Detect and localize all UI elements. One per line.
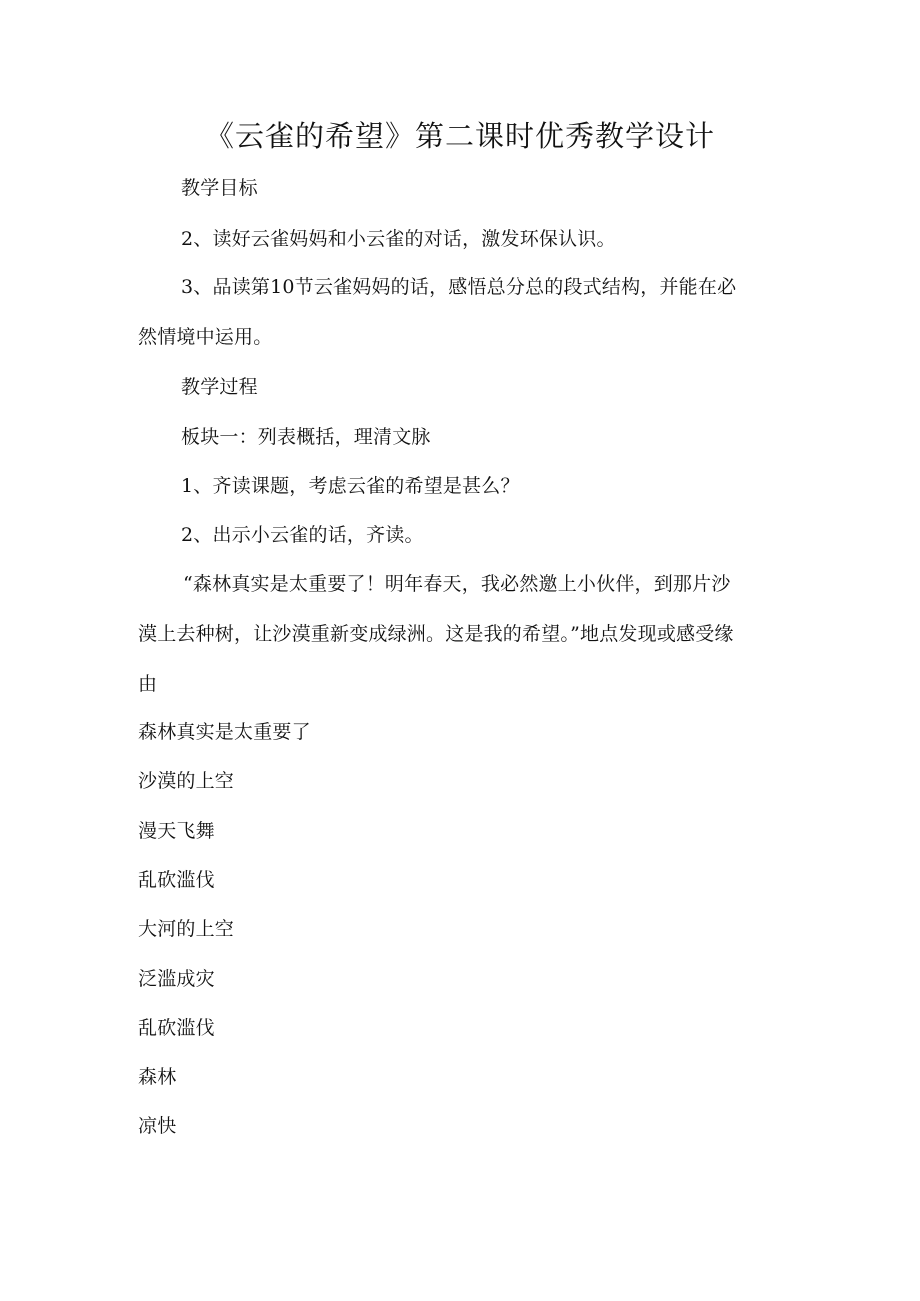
section-heading-teaching-goals: 教学目标 xyxy=(181,177,258,199)
quote-line-2: 漠上去种树，让沙漠重新变成绿洲。这是我的希望。”地点发现或感受缘 xyxy=(138,623,734,645)
list-item: 沙漠的上空 xyxy=(138,770,235,792)
goal-item-3-continued: 然情境中运用。 xyxy=(138,326,273,348)
list-item: 泛滥成灾 xyxy=(138,968,215,990)
process-step-2: 2、出示小云雀的话，齐读。 xyxy=(181,524,424,546)
section-heading-teaching-process: 教学过程 xyxy=(181,376,258,398)
quote-line-1: “森林真实是太重要了！明年春天，我必然邀上小伙伴，到那片沙 xyxy=(183,573,731,595)
quote-line-3: 由 xyxy=(138,673,158,695)
process-step-1: 1、齐读课题，考虑云雀的希望是甚么？ xyxy=(181,475,520,497)
block-one-heading: 板块一：列表概括，理清文脉 xyxy=(181,426,431,448)
list-item: 凉快 xyxy=(138,1115,177,1137)
list-item: 森林真实是太重要了 xyxy=(138,721,311,743)
goal-item-3: 3、品读第10节云雀妈妈的话，感悟总分总的段式结构，并能在必 xyxy=(181,276,737,298)
list-item: 漫天飞舞 xyxy=(138,820,215,842)
list-item: 乱砍滥伐 xyxy=(138,869,215,891)
list-item: 森林 xyxy=(138,1066,177,1088)
list-item: 乱砍滥伐 xyxy=(138,1017,215,1039)
page-title: 《云雀的希望》第二课时优秀教学设计 xyxy=(204,119,715,153)
goal-item-2: 2、读好云雀妈妈和小云雀的对话，激发环保认识。 xyxy=(181,228,616,250)
list-item: 大河的上空 xyxy=(138,918,235,940)
